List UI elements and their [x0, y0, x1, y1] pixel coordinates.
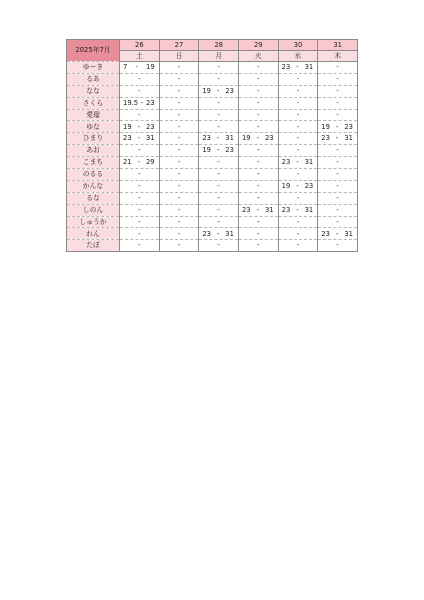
shift-cell: -: [159, 204, 199, 216]
date-header-cell: 26: [120, 40, 160, 51]
shift-cell: [199, 228, 239, 240]
shift-cell: -: [199, 97, 239, 109]
weekday-header-cell: 火: [238, 51, 278, 62]
table-row: [67, 169, 358, 181]
shift-cell: [199, 145, 239, 157]
shift-cell: [238, 204, 278, 216]
shift-cell: [278, 204, 318, 216]
shift-end-time: 31: [344, 229, 353, 238]
weekday-header-cell: 土: [120, 51, 160, 62]
staff-name-cell: さくら: [67, 97, 120, 109]
shift-separator: -: [216, 146, 220, 155]
shift-time-range: [120, 124, 159, 131]
shift-start-time: 19: [202, 86, 211, 95]
shift-cell: -: [318, 97, 358, 109]
shift-cell: -: [159, 145, 199, 157]
shift-cell: -: [238, 73, 278, 85]
shift-cell: -: [199, 157, 239, 169]
shift-separator: -: [335, 134, 339, 143]
shift-cell: -: [238, 216, 278, 228]
shift-end-time: 23: [344, 122, 353, 131]
shift-cell: [199, 85, 239, 97]
staff-name-cell: かんな: [67, 180, 120, 192]
shift-separator: -: [216, 134, 220, 143]
shift-cell: -: [318, 73, 358, 85]
shift-cell: -: [199, 62, 239, 74]
shift-cell: [278, 157, 318, 169]
weekday-header-cell: 水: [278, 51, 318, 62]
shift-cell: -: [120, 73, 160, 85]
shift-time-range: [279, 207, 318, 214]
shift-cell: -: [159, 133, 199, 145]
weekday-header-cell: 木: [318, 51, 358, 62]
shift-end-time: 19: [146, 63, 155, 72]
shift-time-range: [120, 135, 159, 142]
shift-cell: -: [318, 169, 358, 181]
staff-name-cell: あお: [67, 145, 120, 157]
shift-end-time: 31: [145, 134, 155, 143]
table-row: [67, 157, 358, 169]
shift-cell: -: [278, 169, 318, 181]
shift-start-time: 23: [202, 229, 211, 238]
shift-time-range: [199, 231, 238, 238]
shift-cell: -: [199, 121, 239, 133]
shift-cell: -: [159, 192, 199, 204]
shift-end-time: 31: [225, 134, 234, 143]
shift-start-time: 23: [123, 134, 132, 143]
shift-start-time: 23: [281, 205, 291, 214]
shift-cell: -: [238, 109, 278, 121]
staff-name-cell: ゆーき: [67, 62, 120, 74]
shift-cell: -: [318, 216, 358, 228]
shift-end-time: 23: [304, 181, 314, 190]
shift-cell: -: [159, 228, 199, 240]
shift-cell: -: [159, 121, 199, 133]
shift-time-range: [120, 159, 159, 166]
shift-cell: -: [159, 97, 199, 109]
table-row: [67, 240, 358, 252]
shift-separator: -: [335, 229, 339, 238]
shift-separator: -: [256, 134, 260, 143]
shift-cell: -: [120, 109, 160, 121]
shift-start-time: 23: [202, 134, 211, 143]
shift-separator: -: [296, 181, 299, 190]
shift-cell: -: [278, 133, 318, 145]
shift-cell: -: [238, 228, 278, 240]
shift-cell: -: [318, 109, 358, 121]
table-row: [67, 192, 358, 204]
shift-schedule-table: [66, 39, 358, 252]
shift-end-time: 23: [145, 122, 155, 131]
date-header-cell: 29: [238, 40, 278, 51]
shift-separator: -: [216, 229, 220, 238]
date-header-cell: 30: [278, 40, 318, 51]
shift-cell: [278, 180, 318, 192]
shift-cell: -: [238, 121, 278, 133]
shift-cell: -: [238, 85, 278, 97]
shift-end-time: 23: [146, 98, 155, 107]
shift-start-time: 23: [281, 158, 291, 167]
table-row: [67, 62, 358, 74]
shift-cell: [318, 121, 358, 133]
date-header-cell: 28: [199, 40, 239, 51]
shift-time-range: [199, 88, 238, 95]
shift-cell: -: [120, 192, 160, 204]
shift-cell: -: [120, 169, 160, 181]
shift-end-time: 23: [225, 86, 234, 95]
shift-separator: -: [140, 98, 144, 107]
shift-time-range: [199, 147, 238, 154]
shift-separator: -: [335, 122, 339, 131]
shift-cell: -: [159, 240, 199, 252]
shift-cell: [199, 133, 239, 145]
shift-separator: -: [137, 122, 141, 131]
staff-name-cell: なな: [67, 85, 120, 97]
shift-end-time: 23: [264, 134, 274, 143]
shift-end-time: 31: [225, 229, 234, 238]
shift-start-time: 19.5: [123, 98, 139, 107]
staff-name-cell: ひまり: [67, 133, 120, 145]
shift-start-time: 19: [321, 122, 330, 131]
shift-cell: -: [120, 216, 160, 228]
table-row: [67, 204, 358, 216]
date-header-cell: 27: [159, 40, 199, 51]
staff-name-cell: 愛瑠: [67, 109, 120, 121]
shift-cell: [120, 157, 160, 169]
shift-separator: -: [296, 158, 299, 167]
date-header-row: [67, 40, 358, 51]
shift-time-range: [318, 231, 357, 238]
shift-cell: -: [159, 157, 199, 169]
shift-cell: -: [318, 157, 358, 169]
shift-separator: -: [137, 158, 141, 167]
shift-cell: -: [159, 109, 199, 121]
shift-cell: -: [199, 73, 239, 85]
shift-cell: [120, 133, 160, 145]
staff-name-cell: しゅうか: [67, 216, 120, 228]
shift-start-time: 23: [321, 134, 330, 143]
shift-cell: -: [120, 145, 160, 157]
shift-cell: -: [278, 192, 318, 204]
shift-cell: -: [278, 145, 318, 157]
shift-time-range: [318, 124, 357, 131]
shift-cell: -: [278, 228, 318, 240]
table-row: [67, 109, 358, 121]
shift-cell: -: [318, 180, 358, 192]
shift-cell: -: [278, 85, 318, 97]
shift-cell: -: [199, 169, 239, 181]
staff-name-cell: しのん: [67, 204, 120, 216]
shift-cell: -: [159, 62, 199, 74]
shift-cell: [318, 228, 358, 240]
shift-time-range: [120, 100, 159, 107]
shift-cell: -: [318, 192, 358, 204]
weekday-header-cell: 日: [159, 51, 199, 62]
shift-cell: -: [278, 240, 318, 252]
shift-separator: -: [256, 205, 260, 214]
shift-cell: -: [278, 121, 318, 133]
shift-end-time: 31: [304, 205, 314, 214]
shift-end-time: 31: [304, 158, 314, 167]
shift-end-time: 31: [344, 134, 353, 143]
shift-cell: -: [120, 228, 160, 240]
table-row: [67, 145, 358, 157]
shift-cell: -: [159, 85, 199, 97]
shift-time-range: [318, 135, 357, 142]
shift-start-time: 21: [123, 158, 132, 167]
shift-cell: -: [199, 204, 239, 216]
shift-time-range: [199, 135, 238, 142]
shift-cell: -: [120, 85, 160, 97]
shift-cell: -: [199, 240, 239, 252]
staff-name-cell: れん: [67, 228, 120, 240]
shift-start-time: 19: [281, 181, 291, 190]
shift-cell: -: [318, 62, 358, 74]
shift-start-time: 23: [321, 229, 330, 238]
shift-time-range: [279, 159, 318, 166]
table-row: [67, 121, 358, 133]
shift-cell: -: [238, 192, 278, 204]
shift-cell: [318, 133, 358, 145]
shift-cell: -: [238, 157, 278, 169]
table-row: [67, 97, 358, 109]
shift-time-range: [120, 64, 159, 71]
shift-end-time: 31: [264, 205, 274, 214]
table-row: [67, 133, 358, 145]
shift-separator: -: [216, 86, 220, 95]
shift-end-time: 29: [145, 158, 155, 167]
shift-cell: -: [318, 85, 358, 97]
shift-cell: -: [159, 73, 199, 85]
shift-cell: -: [318, 204, 358, 216]
shift-cell: -: [238, 62, 278, 74]
shift-separator: -: [135, 63, 138, 72]
shift-cell: [238, 133, 278, 145]
shift-end-time: 31: [304, 63, 314, 72]
shift-cell: -: [159, 216, 199, 228]
table-row: [67, 73, 358, 85]
shift-cell: -: [159, 180, 199, 192]
shift-cell: [120, 62, 160, 74]
staff-name-cell: こまち: [67, 157, 120, 169]
table-row: [67, 180, 358, 192]
staff-name-cell: るな: [67, 192, 120, 204]
shift-cell: -: [278, 73, 318, 85]
shift-cell: -: [199, 192, 239, 204]
staff-name-cell: のるる: [67, 169, 120, 181]
shift-cell: -: [120, 240, 160, 252]
shift-cell: -: [318, 240, 358, 252]
shift-cell: [278, 62, 318, 74]
shift-time-range: [279, 64, 318, 71]
shift-cell: -: [318, 145, 358, 157]
shift-cell: [120, 121, 160, 133]
shift-cell: -: [159, 169, 199, 181]
staff-name-cell: るあ: [67, 73, 120, 85]
shift-cell: -: [199, 180, 239, 192]
shift-cell: -: [278, 97, 318, 109]
shift-start-time: 23: [241, 205, 251, 214]
shift-cell: -: [278, 216, 318, 228]
staff-name-cell: たぼ: [67, 240, 120, 252]
table-row: [67, 216, 358, 228]
shift-cell: -: [238, 240, 278, 252]
shift-cell: -: [238, 180, 278, 192]
shift-time-range: [279, 183, 318, 190]
shift-start-time: 7: [123, 63, 128, 72]
shift-cell: [120, 97, 160, 109]
table-row: [67, 228, 358, 240]
shift-cell: -: [238, 97, 278, 109]
schedule-body: [67, 62, 358, 252]
shift-start-time: 23: [281, 63, 291, 72]
weekday-header-cell: 月: [199, 51, 239, 62]
shift-start-time: 19: [202, 146, 211, 155]
shift-cell: -: [278, 109, 318, 121]
staff-name-cell: ゆな: [67, 121, 120, 133]
shift-start-time: 19: [123, 122, 132, 131]
shift-separator: -: [137, 134, 141, 143]
shift-cell: -: [238, 169, 278, 181]
shift-separator: -: [296, 205, 299, 214]
table-row: [67, 85, 358, 97]
shift-time-range: [239, 135, 278, 142]
shift-end-time: 23: [225, 146, 234, 155]
date-header-cell: 31: [318, 40, 358, 51]
shift-start-time: 19: [241, 134, 251, 143]
shift-time-range: [239, 207, 278, 214]
shift-cell: -: [120, 180, 160, 192]
shift-cell: -: [199, 216, 239, 228]
shift-cell: -: [120, 204, 160, 216]
shift-cell: -: [238, 145, 278, 157]
month-label: 2025年7月: [67, 40, 120, 62]
shift-cell: -: [199, 109, 239, 121]
shift-separator: -: [296, 63, 299, 72]
